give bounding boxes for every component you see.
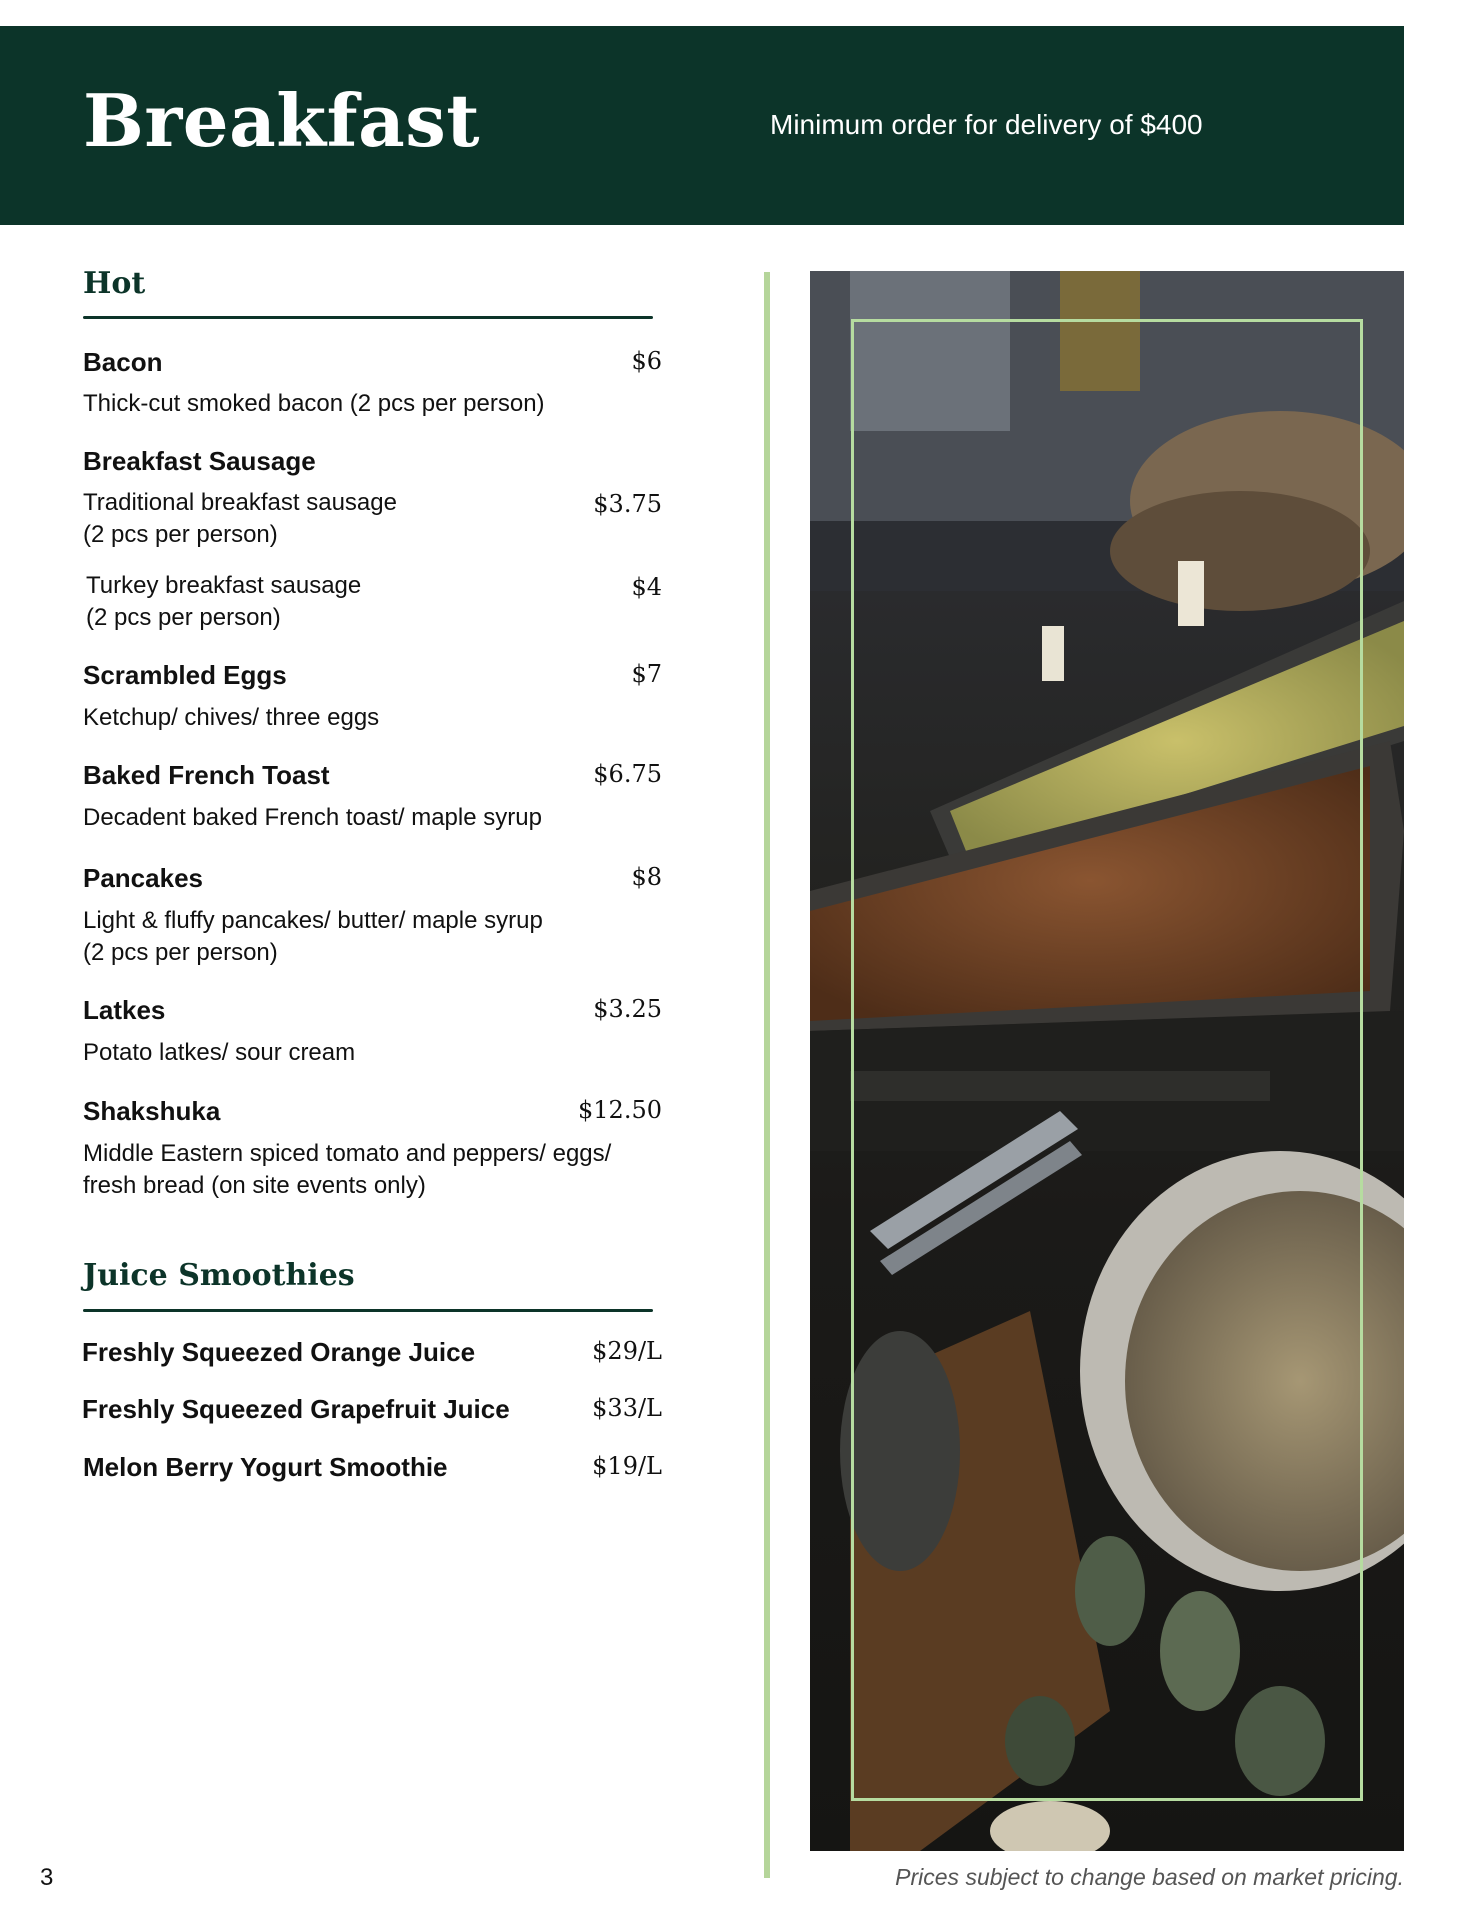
menu-item-name-bacon: Bacon bbox=[83, 347, 163, 377]
section-rule-hot bbox=[83, 316, 653, 319]
menu-item-price-pancakes: $8 bbox=[631, 863, 662, 891]
menu-item-price-bacon: $6 bbox=[631, 347, 662, 375]
menu-item-desc-turkey-sausage: Turkey breakfast sausage (2 pcs per person) bbox=[86, 572, 362, 631]
section-title-hot: Hot bbox=[83, 266, 146, 301]
menu-item-name-grapefruit-juice: Freshly Squeezed Grapefruit Juice bbox=[82, 1394, 510, 1424]
page-number: 3 bbox=[40, 1864, 54, 1891]
menu-item-price-shakshuka: $12.50 bbox=[578, 1096, 662, 1124]
menu-item-price-baked-french-toast: $6.75 bbox=[593, 760, 662, 788]
photo-frame-border bbox=[851, 319, 1363, 1801]
menu-item-name-pancakes: Pancakes bbox=[83, 863, 203, 893]
menu-item-price-melon-berry-smoothie: $19/L bbox=[592, 1452, 662, 1480]
section-title-juice-smoothies: Juice Smoothies bbox=[83, 1258, 355, 1293]
menu-item-name-shakshuka: Shakshuka bbox=[83, 1096, 221, 1126]
menu-item-desc-latkes: Potato latkes/ sour cream bbox=[83, 1039, 356, 1066]
section-rule-juice-smoothies bbox=[83, 1309, 653, 1312]
menu-item-price-orange-juice: $29/L bbox=[592, 1337, 662, 1365]
menu-item-name-orange-juice: Freshly Squeezed Orange Juice bbox=[82, 1337, 476, 1367]
menu-item-name-melon-berry-smoothie: Melon Berry Yogurt Smoothie bbox=[83, 1452, 448, 1482]
page-title: Breakfast bbox=[83, 78, 481, 163]
menu-item-price-scrambled-eggs: $7 bbox=[631, 660, 662, 688]
menu-item-price-turkey-sausage: $4 bbox=[631, 573, 662, 601]
menu-item-name-latkes: Latkes bbox=[83, 995, 166, 1025]
menu-item-name-scrambled-eggs: Scrambled Eggs bbox=[83, 660, 287, 690]
menu-item-desc-baked-french-toast: Decadent baked French toast/ maple syrup bbox=[83, 804, 542, 831]
menu-item-name-baked-french-toast: Baked French Toast bbox=[83, 760, 330, 790]
menu-item-desc-bacon: Thick-cut smoked bacon (2 pcs per person) bbox=[83, 390, 545, 417]
menu-item-price-latkes: $3.25 bbox=[593, 995, 662, 1023]
menu-item-name-breakfast-sausage: Breakfast Sausage bbox=[83, 446, 316, 476]
menu-item-price-traditional-sausage: $3.75 bbox=[593, 490, 662, 518]
menu-item-price-grapefruit-juice: $33/L bbox=[592, 1394, 662, 1422]
pricing-disclaimer: Prices subject to change based on market pricing. bbox=[895, 1864, 1404, 1890]
menu-item-desc-pancakes: Light & fluffy pancakes/ butter/ maple syrup (2 pcs per person) bbox=[83, 907, 543, 966]
vertical-divider bbox=[764, 272, 770, 1878]
delivery-minimum-note: Minimum order for delivery of $400 bbox=[770, 109, 1203, 140]
menu-item-desc-scrambled-eggs: Ketchup/ chives/ three eggs bbox=[83, 704, 380, 731]
menu-item-desc-traditional-sausage: Traditional breakfast sausage (2 pcs per person) bbox=[83, 489, 397, 548]
menu-item-desc-shakshuka: Middle Eastern spiced tomato and peppers/ eggs/ fresh bread (on site events only) bbox=[83, 1140, 612, 1199]
